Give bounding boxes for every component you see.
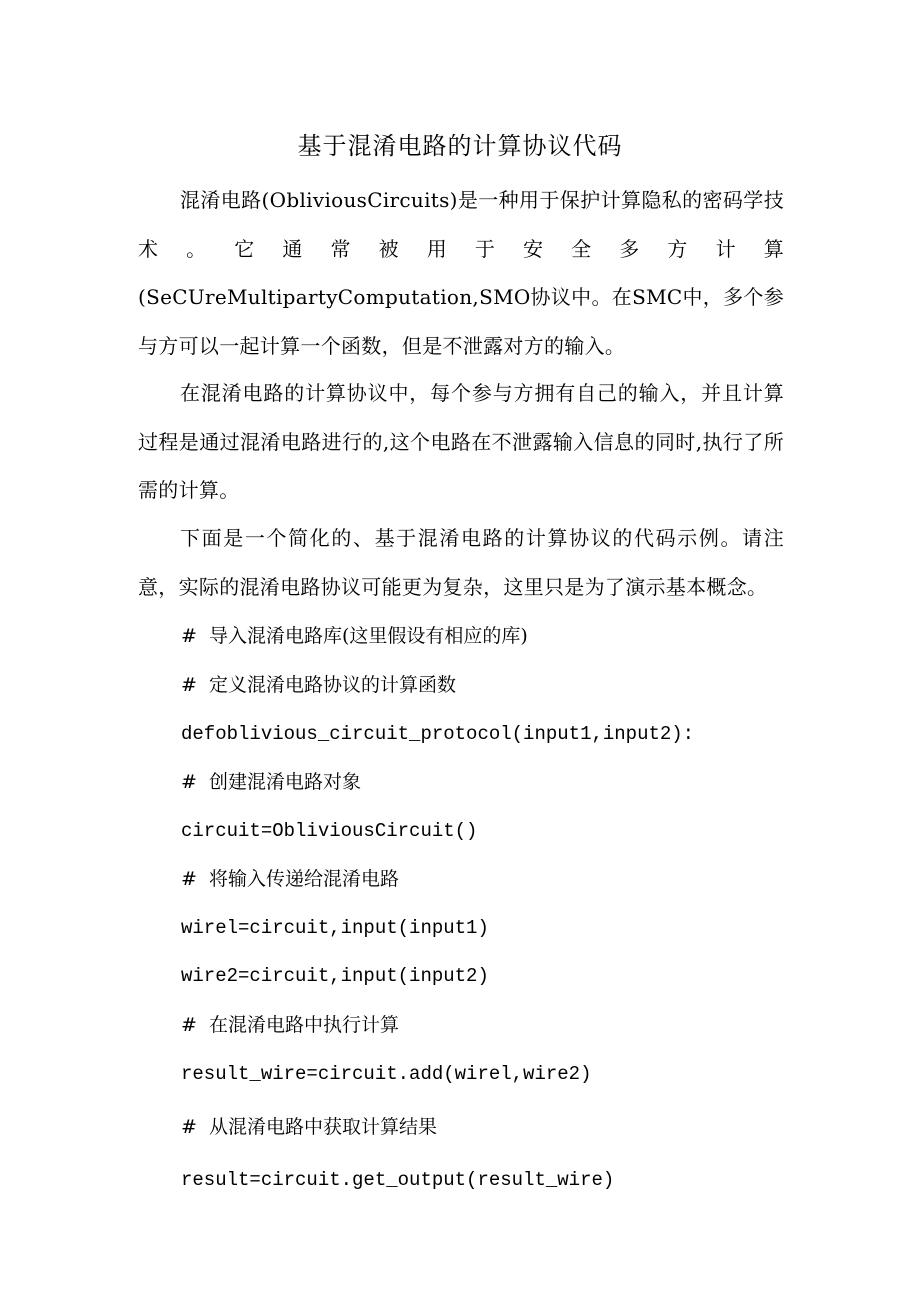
paragraph-intro: 混淆电路(ObliviousCircuits)是一种用于保护计算隐私的密码学技术。它通常被用于安全多方计算(SeCUreMultipartyComputation,SMO协议中。在SMC中，多个参与方可以一起计算一个函数，但是不泄露对方的输入。 [138,188,784,358]
code-comment-execute: # 在混淆电路中执行计算 [181,1014,399,1036]
code-comment-define: # 定义混淆电路协议的计算函数 [181,674,456,696]
code-comment-get-result: # 从混淆电路中获取计算结果 [181,1116,437,1138]
code-line-result-wire: result_wire=circuit.add(wirel,wire2) [181,1063,592,1085]
code-line-circuit: circuit=ObliviousCircuit() [181,820,478,842]
code-comment-create: # 创建混淆电路对象 [181,771,361,793]
code-line-def: defoblivious_circuit_protocol(input1,input2): [181,723,695,745]
code-line-wire2: wire2=circuit,input(input2) [181,965,489,987]
code-comment-import: # 导入混淆电路库(这里假设有相应的库) [181,625,528,647]
code-line-wire1: wirel=circuit,input(input1) [181,917,489,939]
paragraph-example: 下面是一个简化的、基于混淆电路的计算协议的代码示例。请注意，实际的混淆电路协议可能更为复杂，这里只是为了演示基本概念。 [138,526,784,599]
code-comment-pass-input: # 将输入传递给混淆电路 [181,868,399,890]
document-title: 基于混淆电路的计算协议代码 [297,132,623,160]
paragraph-protocol: 在混淆电路的计算协议中，每个参与方拥有自己的输入，并且计算过程是通过混淆电路进行的,这个电路在不泄露输入信息的同时,执行了所需的计算。 [138,381,784,502]
code-line-result: result=circuit.get_output(result_wire) [181,1169,615,1191]
